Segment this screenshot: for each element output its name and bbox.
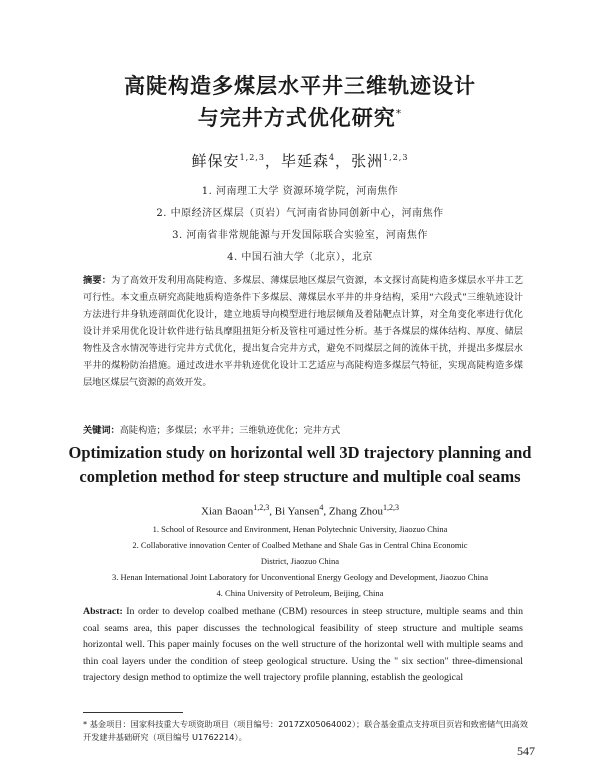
footnote-text: 基金项目：国家科技重大专项资助项目（项目编号：2017ZX05064002）；联合基金重点支持项目页岩和致密储气田高效开发建井基础研究（项目编号 U1762214）。 <box>83 719 528 742</box>
title-cn-line2 <box>0 102 600 132</box>
abstract-en-text: In order to develop coalbed methane (CBM) resources in steep structure, multiple seams and thin coal seams area, this paper discusses the technological feasibility of steep structure and multiple seams horizontal well. This paper mainly focuses on the well structure of the horizontal well with multiple seams and thin coal layers under the condition of steep geological structure. Using the " six section" three-dimensional trajectory design method to optimize the well trajectory profile planning, establish the geological <box>83 606 523 684</box>
author-en-3-sup: 1,2,3 <box>382 503 399 512</box>
author-en-3: Zhang Zhou <box>328 505 383 518</box>
author-cn-2-sup: 4 <box>328 153 336 162</box>
author-cn-3-sup: 1,2,3 <box>383 153 409 162</box>
keywords-cn-text: 高陡构造；多煤层；水平井；三维轨迹优化；完井方式 <box>119 425 341 436</box>
affiliation-en-4: 4. China University of Petroleum, Beijing, China <box>216 588 384 598</box>
abstract-cn <box>83 272 523 391</box>
affiliation-en-3: 3. Henan International Joint Laboratory for Unconventional Energy Geology and Development, Jiaozuo China <box>111 572 489 582</box>
footnote-mark: * <box>83 719 88 729</box>
title-footnote-mark: * <box>395 107 403 120</box>
affiliation-en-1: 1. School of Resource and Environment, Henan Polytechnic University, Jiaozuo China <box>152 524 448 534</box>
abstract-cn-text: 为了高效开发利用高陡构造、多煤层、薄煤层地区煤层气资源，本文探讨高陡构造多煤层水平井工艺可行性。本文重点研究高陡地质构造条件下多煤层、薄煤层水平井的井身结构，采用“六段式”三维轨迹设计方法进行井身轨迹剖面优化设计，建立地质导向模型进行地层倾角及着陆靶点计算，对全角变化率进行优化设计并采用优化设计软件进行钻具摩阻扭矩分析及管柱可通过性分析。基于各煤层的煤体结构、厚度、储层物性及含水情况等进行完井方式优化，提出复合完井方式，避免不同煤层之间的流体干扰，并提出多煤层水平井的煤粉防治措施。通过改进水平井轨迹优化设计工艺适应与高陡构造多煤层气特征，实现高陡构造多煤层地区煤层气资源的高效开发。 <box>83 275 524 388</box>
author-sep: , <box>269 505 275 518</box>
author-sep: ， <box>335 152 352 170</box>
author-en-2-sup: 4 <box>319 503 324 512</box>
affiliation-cn-1: 1. 河南理工大学 资源环境学院，河南焦作 <box>201 186 399 197</box>
affiliation-en-2-cont: District, Jiaozuo China <box>260 556 340 566</box>
affiliation-en-2: 2. Collaborative innovation Center of Coalbed Methane and Shale Gas in Central China Economic <box>132 540 468 550</box>
title-en: Optimization study on horizontal well 3D trajectory planning and completion method for steep structure and multiple coal seams <box>68 443 532 486</box>
authors-cn <box>0 150 600 171</box>
author-cn-2: 毕延森 <box>280 152 329 170</box>
title-cn-line1: 高陡构造多煤层水平井三维轨迹设计 <box>124 74 476 98</box>
author-cn-1-sup: 1,2,3 <box>239 153 265 162</box>
author-en-1-sup: 1,2,3 <box>253 503 270 512</box>
page-number: 547 <box>517 744 535 758</box>
affiliation-cn-2: 2. 中原经济区煤层（页岩）气河南省协同创新中心，河南焦作 <box>156 208 444 219</box>
title-cn-line2-text: 与完井方式优化研究 <box>197 106 396 130</box>
affiliation-cn-4: 4. 中国石油大学（北京），北京 <box>227 252 373 263</box>
footnote-rule <box>83 712 183 713</box>
keywords-cn-label: 关键词： <box>83 425 120 436</box>
abstract-cn-label: 摘要： <box>83 275 112 286</box>
author-sep: ， <box>264 152 281 170</box>
authors-en <box>0 503 600 518</box>
author-sep: , <box>323 505 329 518</box>
abstract-en-label: Abstract: <box>83 606 123 617</box>
footnote <box>83 718 528 744</box>
keywords-cn <box>83 422 523 436</box>
author-en-2: Bi Yansen <box>274 505 320 518</box>
author-cn-3: 张洲 <box>351 152 384 170</box>
affiliation-cn-3: 3. 河南省非常规能源与开发国际联合实验室，河南焦作 <box>172 230 428 241</box>
author-en-1: Xian Baoan <box>201 505 254 518</box>
abstract-en <box>83 604 523 687</box>
author-cn-1: 鲜保安 <box>191 152 240 170</box>
